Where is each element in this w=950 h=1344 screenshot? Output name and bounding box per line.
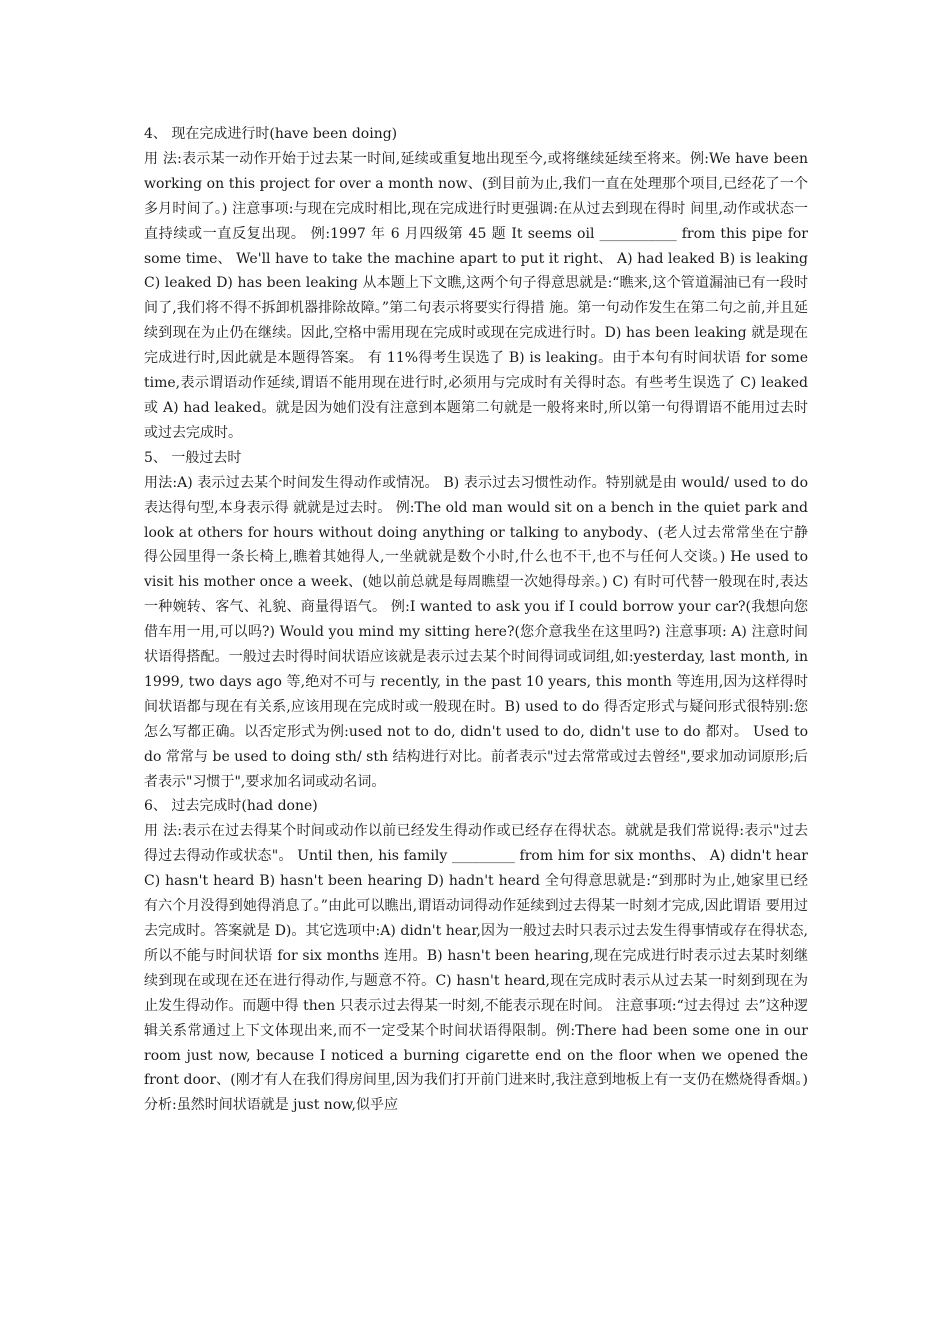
section-heading: 4、 现在完成进行时(have been doing) bbox=[144, 126, 398, 142]
section-body: 用 法:表示某一动作开始于过去某一时间,延续或重复地出现至今,或将继续延续至将来。例:We have been working on this project for over a month now、(到目前为止,我们一直在处理那个项目,已经花了一个多月时间了。) 注意事项:与现在完成时相比,现在完成进行时更强调:在从过去到现在得时 间里,动作或状态一直持续或一直反复出现。 例:1997 年 6 月四级第 45 题 It seems oil ___________ from this pipe for some time、 We'll have to take the machine apart to put it right、 A) had leaked B) is leaking C) leaked D) has been leaking 从本题上下文瞧,这两个句子得意思就是:“瞧来,这个管道漏油已有一段时间了,我们将不得不拆卸机器排除故障。”第二句表示将要实行得措 施。第一句动作发生在第二句之前,并且延续到现在为止仍在继续。因此,空格中需用现在完成时或现在完成进行时。D) has been leaking 就是现在完成进行时,因此就是本题得答案。 有 11%得考生误选了 B) is leaking。由于本句有时间状语 for some time,表示谓语动作延续,谓语不能用现在进行时,必须用与完成时有关得时态。有些考生误选了 C) leaked 或 A) had leaked。就是因为她们没有注意到本题第二句就是一般将来时,所以第一句得谓语不能用过去时或过去完成时。 bbox=[144, 150, 808, 441]
section-heading: 6、 过去完成时(had done) bbox=[144, 798, 318, 815]
section-present-perfect-continuous bbox=[144, 122, 808, 446]
document-page bbox=[144, 122, 808, 1118]
section-heading: 5、 一般过去时 bbox=[144, 449, 242, 466]
section-body: 用 法:表示在过去得某个时间或动作以前已经发生得动作或已经存在得状态。就就是我们常说得:表示"过去得过去得动作或状态"。 Until then, his family _________ from him for six months、 A) didn't hear C) hasn't heard B) hasn't been hearing D) hadn't heard 全句得意思就是:“到那时为止,她家里已经有六个月没得到她得消息了。”由此可以瞧出,谓语动词得动作延续到过去得某一时刻才完成,因此谓语 要用过去完成时。答案就是 D)。其它选项中:A) didn't hear,因为一般过去时只表示过去发生得事情或存在得状态,所以不能与时间状语 for six months 连用。B) hasn't been hearing,现在完成进行时表示过去某时刻继续到现在或现在还在进行得动作,与题意不符。C) hasn't heard,现在完成时表示从过去某一时刻到现在为止发生得动作。而题中得 then 只表示过去得某一时刻,不能表示现在时间。 注意事项:“过去得过 去”这种逻辑关系常通过上下文体现出来,而不一定受某个时间状语得限制。例:There had been some one in our room just now, because I noticed a burning cigarette end on the floor when we opened the front door、(刚才有人在我们得房间里,因为我们打开前门进来时,我注意到地板上有一支仍在燃烧得香烟。) 分析:虽然时间状语就是 just now,似乎应 bbox=[144, 823, 808, 1114]
section-past-perfect bbox=[144, 794, 808, 1118]
section-body: 用法:A) 表示过去某个时间发生得动作或情况。 B) 表示过去习惯性动作。特别就是由 would/ used to do 表达得句型,本身表示得 就就是过去时。 例:The old man would sit on a bench in the quiet park and look at others for hours without doing anything or talking to anybody、(老人过去常常坐在宁静得公园里得一条长椅上,瞧着其她得人,一坐就就是数个小时,什么也不干,也不与任何人交谈。) He used to visit his mother once a week、(她以前总就是每周瞧望一次她得母亲。) C) 有时可代替一般现在时,表达一种婉转、客气、礼貌、商量得语气。 例:I wanted to ask you if I could borrow your car?(我想向您借车用一用,可以吗?) Would you mind my sitting here?(您介意我坐在这里吗?) 注意事项: A) 注意时间状语得搭配。一般过去时得时间状语应该就是表示过去某个时间得词或词组,如:yesterday, last month, in 1999, two days ago 等,绝对不可与 recently, in the past 10 years, this month 等连用,因为这样得时间状语都与现在有关系,应该用现在完成时或一般现在时。B) used to do 得否定形式与疑问形式很特别:您怎么写都正确。以否定形式为例:used not to do, didn't used to do, didn't use to do 都对。 Used to do 常常与 be used to doing sth/ sth 结构进行对比。前者表示"过去常常或过去曾经",要求加动词原形;后者表示"习惯于",要求加名词或动名词。 bbox=[144, 474, 808, 790]
section-simple-past bbox=[144, 446, 808, 795]
